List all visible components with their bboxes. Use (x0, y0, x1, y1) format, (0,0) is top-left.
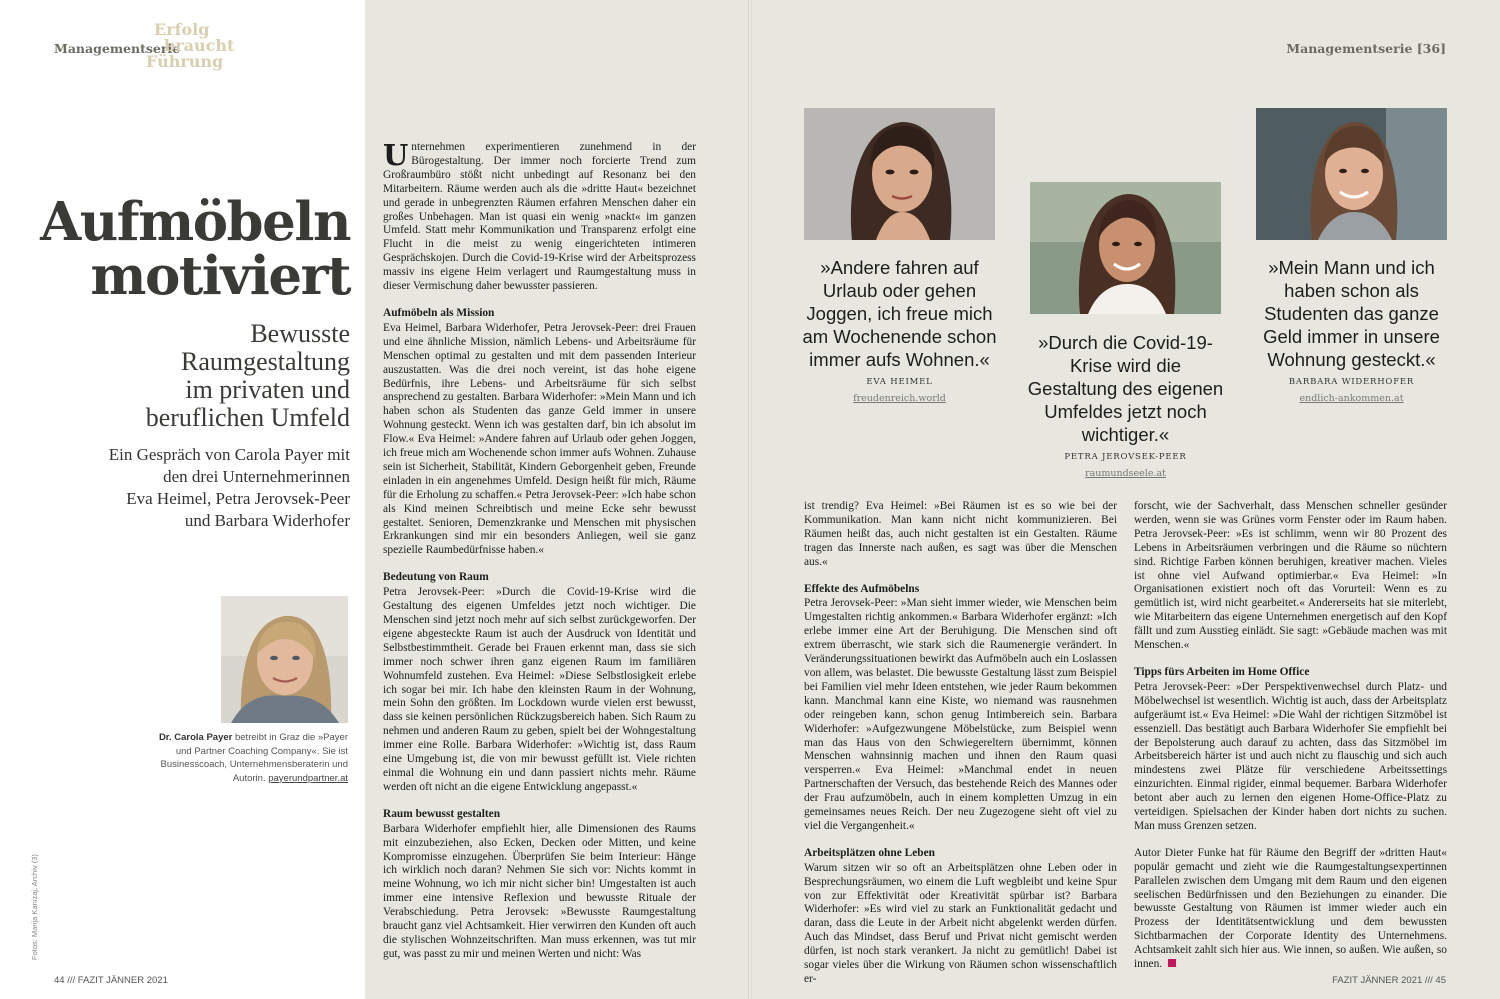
article-subtitle (146, 320, 350, 432)
title-line-1: Aufmöbeln (40, 191, 350, 253)
author-portrait-illustration (221, 596, 348, 723)
author-name: Dr. Carola Payer (158, 732, 233, 743)
section-heading-home-office: Tipps fürs Arbeiten im Home Office (1134, 665, 1310, 678)
author-bio: betreibt in Graz die »Payer und Partner Coaching Company«. Sie ist Businesscoach, Unternehmensberaterin und Autorin. (160, 732, 348, 784)
intro-line-1: Ein Gespräch von Carola Payer mit (108, 445, 350, 464)
section-heading-effekte: Effekte des Aufmöbelns (804, 582, 920, 595)
petra-jerovsek-peer-portrait-illustration (1030, 182, 1221, 314)
pull-quote-eva-url[interactable]: freudenreich.world (853, 393, 946, 404)
article-paragraph-6: Petra Jerovsek-Peer: »Man sieht immer wieder, wie Menschen beim Umgestalten richtig ankommen.« Barbara Widerhofer ergänzt: »Ich erlebe immer eine Art der Beruhigung. Die Menschen sind oft extrem überrascht, wie stark sich die Raumenergie verändert. In Veränderungssituationen bewirkt das Aufmöbeln auch ein Loslassen von allem, was belastet. Die bewusste Gestaltung lässt zum Beispiel bei Familien viel mehr Ideen entstehen, wie jeder Raum bekommen kann. Manchmal kann eine Kiste, wo niemand was rausnehmen oder reingeben kann, schon genug Intimbereich sein. Barbara Widerhofer: »Aufgezwungene Möbelstücke, zum Beispiel wenn man das Haus von den Schwiegereltern übernimmt, können Menschen wahnsinnig machen und ihnen den Raum quasi versperren.« Eva Heimel: »Manchmal endet in neuen Partnerschaften der Versuch, das bestehende Reich des Mannes oder der Frau aufzumöbeln, auch in einem kompletten Umzug in ein gemeinsames neues Reich. Der neu Zugezogene sieht oft viel zu viel die Vergangenheit.« (804, 597, 1117, 832)
subtitle-line-2: Raumgestaltung (181, 347, 350, 376)
author-portrait (221, 596, 348, 723)
article-column-2 (804, 500, 1117, 985)
subtitle-line-4: beruflichen Umfeld (145, 403, 350, 432)
author-url-link[interactable]: payerundpartner.at (268, 772, 348, 784)
series-logo (146, 22, 234, 70)
eva-heimel-portrait-illustration (804, 108, 995, 240)
folio-left: 44 /// FAZIT JÄNNER 2021 (54, 975, 168, 986)
section-heading-gestalten: Raum bewusst gestalten (383, 807, 501, 820)
drop-cap: U (383, 138, 409, 172)
pull-quote-eva-text: »Andere fahren auf Urlaub oder gehen Joggen, ich freue mich am Wochenende schon immer aufs Wohnen.« (802, 257, 997, 370)
intro-line-4: und Barbara Widerhofer (184, 511, 350, 530)
page-fold (748, 0, 752, 999)
logo-line-2: braucht (164, 36, 235, 55)
subtitle-line-3: im privaten und (185, 375, 350, 404)
article-column-3 (1134, 500, 1447, 971)
pull-quote-barbara-name: BARBARA WIDERHOFER (1288, 377, 1415, 387)
intro-line-3: Eva Heimel, Petra Jerovsek-Peer (126, 489, 350, 508)
section-heading-mission: Aufmöbeln als Mission (383, 306, 495, 319)
pull-quote-petra (1023, 331, 1228, 480)
intro-line-2: den drei Unternehmerinnen (163, 467, 350, 486)
section-heading-arbeitsplaetze: Arbeitsplätzen ohne Leben (804, 846, 935, 859)
article-paragraph-2: Eva Heimel, Barbara Widerhofer, Petra Jerovsek-Peer: drei Frauen und eine ähnliche Mission, nämlich Lebens- und Arbeitsräume für Menschen optimal zu gestalten und mit dem passenden Interieur auszustatten. Was die drei noch vereint, ist das hohe eigene Bedürfnis, ihre Lebens- und Arbeitsräume für sich selbst ansprechend zu gestalten. Barbara Widerhofer: »Mein Mann und ich haben schon als Studenten das ganze Geld immer in unsere Wohnung gesteckt. Wenn ich was gestalten darf, bin ich absolut im Flow.« Eva Heimel: »Andere fahren auf Urlaub oder gehen Joggen, ich freue mich am Wochenende schon immer aufs Wohnen. Zuhause sein ist Sicherheit, Stabilität, Kindern Geborgenheit geben, Freunde einladen in ein angenehmes Umfeld. Design heißt für mich, Räume für die Erholung zu schaffen.« Petra Jerovsek-Peer: »Ich habe schon als Kind meinen Schreibtisch und meine Ecke sehr bewusst gestaltet. Senioren, Demenzkranke und Menschen mit physischen Erkrankungen sind mir ein besonders Anliegen, weil sie ganz spezielle Raumbedürfnisse haben.« (383, 321, 696, 557)
end-of-article-mark (1168, 959, 1176, 967)
pull-quote-barbara-url[interactable]: endlich-ankommen.at (1299, 393, 1404, 404)
article-paragraph-5: ist trendig? Eva Heimel: »Bei Räumen ist es so wie bei der Kommunikation. Man kann nicht nicht kommunizieren. Bei Räumen heißt das, auch nicht gestalten ist ein Gestalten. Räume tragen das Innerste nach außen, es sagt was über die Menschen aus.« (804, 500, 1117, 568)
title-line-2: motiviert (90, 245, 350, 307)
pull-quote-eva-name: EVA HEIMEL (866, 377, 933, 387)
eva-heimel-photo (804, 108, 995, 240)
subtitle-line-1: Bewusste (250, 319, 350, 348)
logo-line-1: Erfolg (154, 20, 210, 39)
barbara-widerhofer-portrait-illustration (1256, 108, 1447, 240)
petra-jerovsek-peer-photo (1030, 182, 1221, 314)
article-paragraph-4: Barbara Widerhofer empfiehlt hier, alle Dimensionen des Raums mit einzubeziehen, also Ecken, Decken oder Mitten, und keine Kompromisse einzugehen. Überprüfen Sie beim Interieur: Hänge ich wirklich noch daran? Nehmen Sie sich vor: Nichts kommt in meine Wohnung, wo ich mir nicht sicher bin! Umgestalten ist auch immer eine intensive Reflexion und bewusste Rituale der Verabschiedung. Petra Jerovsek: »Bewusste Raumgestaltung braucht ganz viel Achtsamkeit. Hier verwirren den Kunden oft auch die stylischen Wohnzeitschriften. Man muss erkennen, was tut mir gut, was passt zu mir und meinen Werten und nicht: Was (383, 822, 696, 960)
pull-quote-petra-name: PETRA JEROVSEK-PEER (1064, 452, 1187, 462)
article-paragraph-10: Autor Dieter Funke hat für Räume den Begriff der »dritten Haut« populär gemacht und zieht wie die Raumgestaltungsexpertinnen Parallelen zwischen dem Umgang mit dem Raum und den eigenen seelischen Bedürfnissen und den Beziehungen zu einander. Die bewusste Gestaltung von Räumen ist immer wieder auch ein Prozess der Identitätsentwicklung und dem bewussten Sichtbarmachen der Corporate Identity des Unternehmens. Achtsamkeit zahlt sich hier aus. Wie innen, so außen. Wie außen, so innen. (1134, 846, 1447, 971)
barbara-widerhofer-photo (1256, 108, 1447, 240)
logo-line-3: Führung (146, 52, 224, 71)
article-column-1 (383, 138, 696, 960)
article-paragraph-1: Unternehmen experimentieren zunehmend in der Bürogestaltung. Der immer noch forcierte Trend zum Großraumbüro stößt nicht unbedingt auf Resonanz bei den Mitarbeitern. Räume werden auch als die »dritte Haut« bezeichnet und gerade in unbegrenzten Räumen erfahren Menschen daher ein großes Unbehagen. Man ist quasi ein wenig »nackt« im ganzen Umfeld. Statt mehr Kommunikation und Transparenz erfolgt eine Flucht in die meist zu wenig eingerichteten intimeren Gesprächskojen. Durch die Covid-19-Krise wird der Arbeitsprozess massiv ins eigene Heim verlagert und Raumgestaltung muss in dieser Vermischung daher bewusster passieren. (383, 138, 696, 293)
pull-quote-barbara (1249, 256, 1454, 405)
author-caption (158, 731, 348, 785)
series-label-left: Managementserie (54, 41, 181, 56)
article-paragraph-8: forscht, wie der Sachverhalt, dass Menschen schneller gesünder werden, wenn sie was Grünes vorm Fenster oder im Raum haben. Petra Jerovsek-Peer: »Es ist schlimm, wenn wir 80 Prozent des Lebens in Arbeitsräumen verbringen und die Räume so nüchtern sind. Richtige Farben können beruhigen, kreativer machen. Vieles ist ohne viel Aufwand optimierbar.« Eva Heimel: »In Organisationen existiert noch oft das Vorurteil: Wenn es zu gemütlich ist, wird nicht gearbeitet.« Andererseits hat sie miterlebt, wie Mitarbeitern das eigene Unternehmen energetisch auf den Kopf fällt und zum Ausstieg einlädt. Sie sagt: »Gebäude machen was mit Menschen.« (1134, 500, 1447, 652)
folio-right: FAZIT JÄNNER 2021 /// 45 (1332, 975, 1446, 986)
section-heading-bedeutung: Bedeutung von Raum (383, 571, 489, 584)
pull-quote-petra-url[interactable]: raumundseele.at (1085, 468, 1166, 479)
pull-quote-eva (797, 256, 1002, 405)
pull-quote-barbara-text: »Mein Mann und ich haben schon als Studenten das ganze Geld immer in unsere Wohnung gesteckt.« (1263, 257, 1440, 370)
article-paragraph-3: Petra Jerovsek-Peer: »Durch die Covid-19-Krise wird die Gestaltung des eigenen Umfeldes jetzt noch wichtiger. Die Menschen sind jetzt noch mehr auf sich selbst zurückgeworfen. Der eigene abgesteckte Raum ist auch der Ausdruck von Identität und Selbstbestimmtheit. Gerade bei Frauen erkennt man, dass sie sich immer noch schwer ihren ganz eigenen Raum im familiären Wohnumfeld zustehen. Eva Heimel: »Diese Selbstlosigkeit erlebe ich sogar bei mir. Ich habe den kleinsten Raum in der Wohnung, mein Sohn den größten. Im Lockdown wurde vielen erst bewusst, dass sie keinen persönlichen Rückzugsbereich haben. Sich Raum zu nehmen und anderen Raum zu geben, spielt bei der Wohngestaltung immer eine Rolle. Barbara Widerhofer: »Wichtig ist, dass Raum eine Umgebung ist, die von mir bewusst gefüllt ist. Viele richten einmal die Wohnung ein und dann passiert nichts mehr. Räume werden oft nicht an die eigene Entwicklung angepasst.« (383, 586, 696, 793)
article-paragraph-7: Warum sitzen wir so oft an Arbeitsplätzen ohne Leben oder in Besprechungsräumen, wo einem die Luft wegbleibt und keine Spur von zur Effektivität oder Kreativität spürbar ist? Barbara Widerhofer: »Es wird viel zu stark an Funktionalität gedacht und daran, dass die Leute in der Arbeit nicht abgelenkt werden dürfen. Auch das Mindset, dass Beruf und Privat nicht gemischt werden dürfen, ist noch stark verankert. Ja nicht zu gemütlich! Dabei ist sogar vieles über die Wirkung von Räumen schon wissenschaftlich er- (804, 861, 1117, 985)
article-paragraph-9: Petra Jerovsek-Peer: »Der Perspektivenwechsel durch Platz- und Möbelwechsel ist wesentlich. Wichtig ist auch, dass der Arbeitsplatz aufgeräumt ist.« Eva Heimel: »Die Wahl der richtigen Sitzmöbel ist essenziell. Das bestätigt auch Barbara Widerhofer Sie empfiehlt bei der Bepolsterung auch darauf zu achten, dass das Sitzmöbel im Arbeitsbereich härter ist und auch nicht zu flauschig und sich auch mindestens zwei Plätze für verschiedene Arbeitssettings einzurichten. Einmal rigider, einmal bequemer. Barbara Widerhofer betont aber auch zu lernen den eigenen Home-Office-Platz zu verteidigen. Spielsachen der Kinder haben dort nichts zu suchen. Man muss Grenzen setzen. (1134, 680, 1447, 832)
photo-credit: Fotos: Marija Kanizaj, Archiv (3) (30, 854, 39, 960)
series-label-right: Managementserie [36] (1286, 41, 1446, 56)
pull-quote-petra-text: »Durch die Covid-19-Krise wird die Gestaltung des eigenen Umfeldes jetzt noch wichtiger.« (1027, 332, 1224, 445)
article-intro (109, 444, 350, 532)
article-title (40, 191, 350, 307)
